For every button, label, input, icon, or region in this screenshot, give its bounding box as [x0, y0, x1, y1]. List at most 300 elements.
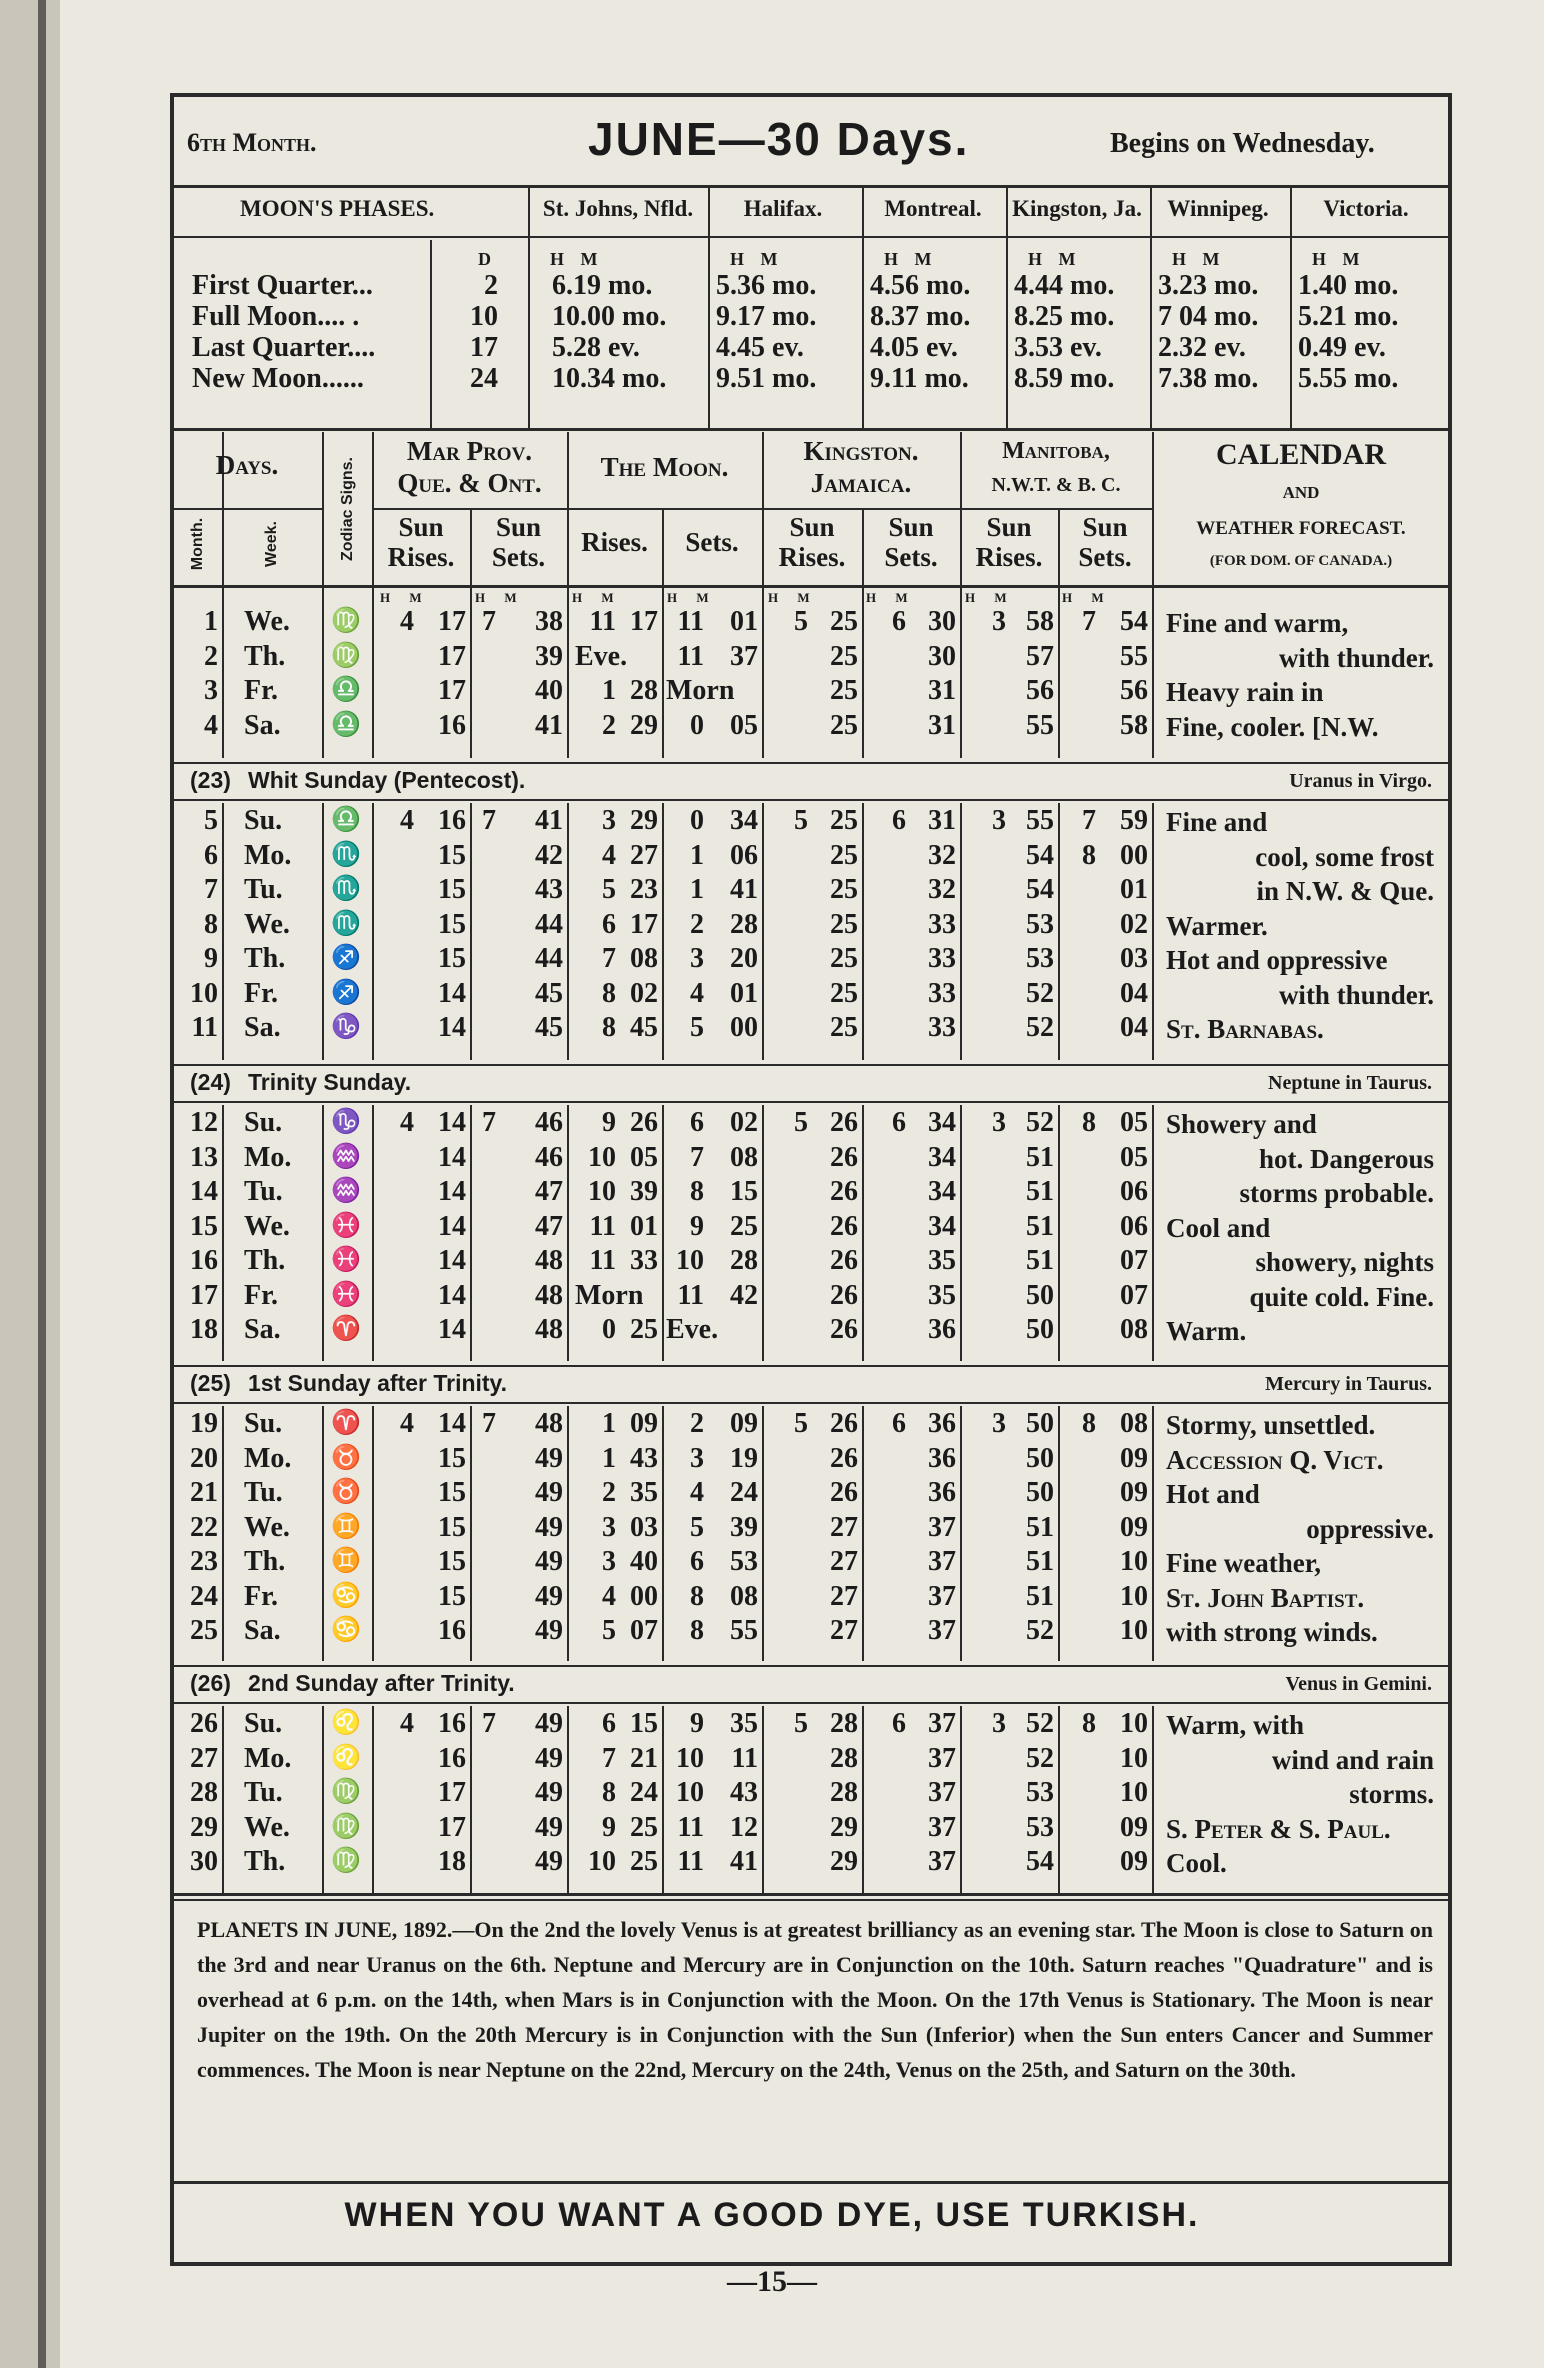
kingston-rise-min: 26	[830, 1245, 858, 1276]
day-number: 17	[190, 1279, 218, 1311]
zodiac-sign: ♌	[331, 1744, 361, 1771]
zodiac-sign: ♓	[331, 1247, 361, 1273]
row-rule	[372, 508, 1152, 510]
manitoba-rise-hour: 3	[992, 805, 1006, 836]
manitoba-set-min: 03	[1120, 943, 1148, 974]
manitoba-rise-min: 55	[1026, 709, 1054, 741]
phase-name: First Quarter...	[192, 270, 373, 301]
sun-set-min: 49	[535, 1511, 563, 1543]
sun-rise-min: 14	[438, 1210, 466, 1242]
manitoba-rise-min: 54	[1026, 874, 1054, 905]
column-rule	[470, 1105, 472, 1361]
kingston-rise-min: 25	[830, 908, 858, 940]
manitoba-set-min: 01	[1120, 874, 1148, 905]
column-rule	[430, 240, 432, 428]
zodiac-sign: ♍	[331, 608, 361, 634]
moon-rise-min: 17	[630, 606, 658, 637]
sub-header: Sets.	[491, 542, 546, 572]
kingston-set-min: 31	[928, 675, 956, 706]
phase-time: 5.21 mo.	[1298, 301, 1399, 332]
day-number: 9	[204, 943, 218, 974]
city-header: Montreal.	[884, 196, 982, 221]
moon-rise-hour: 11	[589, 1210, 616, 1242]
weather-forecast: quite cold. Fine.	[1249, 1281, 1434, 1312]
moon-rise-min: 08	[630, 943, 658, 974]
weekday: Mo.	[244, 1442, 292, 1474]
kingston-set-min: 36	[928, 1314, 956, 1345]
kingston-set-min: 33	[928, 908, 956, 940]
sun-rise-min: 18	[438, 1846, 466, 1877]
day-number: 30	[190, 1846, 218, 1877]
weather-forecast: with strong winds.	[1166, 1617, 1378, 1647]
manitoba-set-min: 07	[1120, 1245, 1148, 1276]
kingston-set-min: 37	[928, 1811, 956, 1843]
weekday: Su.	[244, 1408, 283, 1439]
kingston-rise-hour: 5	[794, 1107, 808, 1138]
phase-time: 8.59 mo.	[1014, 363, 1115, 394]
moon-set-hour: 5	[690, 1012, 704, 1043]
column-rule	[762, 1406, 764, 1661]
moon-rise-min: 01	[630, 1210, 658, 1242]
sun-rise-hour: 4	[400, 1708, 414, 1739]
manitoba-set-hour: 8	[1082, 1708, 1096, 1739]
sun-set-min: 49	[535, 1546, 563, 1577]
moon-set-min: 05	[730, 709, 758, 741]
days-header: Days.	[215, 450, 279, 480]
moon-set-hour: 2	[690, 908, 704, 940]
manitoba-set-min: 05	[1120, 1107, 1148, 1138]
moon-rise-hour: 10	[588, 1141, 616, 1173]
zodiac-sign: ♒	[331, 1178, 361, 1204]
moon-rise-hour: 8	[602, 977, 616, 1009]
moon-set-hour: 5	[690, 1511, 704, 1543]
column-rule	[1058, 1406, 1060, 1661]
manitoba-rise-min: 52	[1026, 1615, 1054, 1646]
moon-rise-min: 03	[630, 1511, 658, 1543]
day-number: 23	[190, 1546, 218, 1577]
manitoba-set-min: 06	[1120, 1176, 1148, 1207]
moon-rise-hour: 8	[602, 1012, 616, 1043]
calendar-header: WEATHER FORECAST.	[1196, 518, 1406, 539]
moon-rise-hour: 0	[602, 1314, 616, 1345]
phase-time: 7.38 mo.	[1158, 363, 1259, 394]
day-number: 11	[191, 1012, 218, 1043]
kingston-set-hour: 6	[892, 1708, 906, 1739]
column-rule	[708, 188, 710, 428]
moon-rise-word: Eve.	[575, 640, 628, 672]
manitoba-set-min: 04	[1120, 1012, 1148, 1043]
manitoba-rise-min: 51	[1026, 1511, 1054, 1543]
sun-set-min: 49	[535, 1477, 563, 1508]
zodiac-sign: ♎	[331, 807, 361, 833]
hm-label: H M	[572, 590, 622, 605]
column-rule	[222, 1706, 224, 1893]
phase-time: 9.11 mo.	[870, 363, 969, 394]
phase-time: 6.19 mo.	[552, 270, 653, 301]
moon-rise-hour: 1	[602, 1442, 616, 1474]
manitoba-set-min: 59	[1120, 805, 1148, 836]
day-number: 5	[204, 805, 218, 836]
weekday: Th.	[244, 1245, 286, 1276]
manitoba-set-hour: 7	[1082, 805, 1096, 836]
sub-header: Sun	[789, 512, 835, 542]
weekday: Tu.	[244, 1477, 283, 1508]
moon-rise-min: 21	[630, 1742, 658, 1774]
moon-set-hour: 10	[676, 1245, 704, 1276]
row-rule	[172, 1402, 1450, 1404]
hm-label: H M	[884, 249, 938, 269]
column-rule	[372, 1706, 374, 1893]
zodiac-sign: ♓	[331, 1212, 361, 1239]
phase-time: 2.32 ev.	[1158, 332, 1246, 363]
manitoba-set-min: 04	[1120, 977, 1148, 1009]
hm-label: H M	[475, 590, 525, 605]
kingston-set-hour: 6	[892, 805, 906, 836]
manitoba-set-min: 08	[1120, 1408, 1148, 1439]
sub-header: Sun	[398, 512, 444, 542]
row-rule	[172, 1893, 1450, 1896]
weekday: Tu.	[244, 1176, 283, 1207]
sun-set-hour: 7	[482, 1708, 496, 1739]
kingston-set-min: 33	[928, 977, 956, 1009]
sunday-number: (23)	[190, 767, 231, 793]
day-number: 25	[190, 1615, 218, 1646]
column-rule	[1150, 188, 1152, 428]
moon-rise-hour: 8	[602, 1777, 616, 1808]
month-header: Month.	[189, 517, 206, 571]
sun-rise-min: 14	[438, 977, 466, 1009]
sub-header: Sets.	[1078, 542, 1132, 572]
sub-header: Rises.	[581, 527, 648, 557]
column-rule	[470, 1406, 472, 1661]
moon-rise-min: 00	[630, 1580, 658, 1612]
moon-set-min: 35	[730, 1708, 758, 1739]
moon-set-min: 25	[730, 1210, 758, 1242]
kingston-rise-min: 26	[830, 1141, 858, 1173]
kingston-set-min: 37	[928, 1708, 956, 1739]
weather-forecast: cool, some frost	[1255, 841, 1434, 872]
zodiac-sign: ♉	[331, 1479, 361, 1505]
moon-set-min: 37	[730, 640, 758, 672]
weather-forecast: with thunder.	[1278, 979, 1434, 1010]
manitoba-rise-min: 51	[1026, 1176, 1054, 1207]
mar-prov-header: Mar Prov.	[406, 436, 533, 466]
column-rule	[862, 803, 864, 1060]
sun-rise-min: 15	[438, 908, 466, 940]
zodiac-sign: ♊	[331, 1513, 361, 1540]
manitoba-set-min: 10	[1120, 1742, 1148, 1774]
moon-set-hour: 2	[690, 1408, 704, 1439]
kingston-set-min: 34	[928, 1141, 956, 1173]
moon-set-hour: 8	[690, 1176, 704, 1207]
weather-forecast: in N.W. & Que.	[1256, 876, 1434, 906]
kingston-set-min: 37	[928, 1511, 956, 1543]
kingston-rise-min: 25	[830, 709, 858, 741]
planet-note: Neptune in Taurus.	[1268, 1072, 1432, 1094]
sun-rise-min: 17	[438, 606, 466, 637]
sub-header: Sets.	[884, 542, 938, 572]
moon-set-min: 08	[730, 1141, 758, 1173]
manitoba-rise-min: 51	[1026, 1546, 1054, 1577]
kingston-set-min: 34	[928, 1176, 956, 1207]
sun-rise-min: 14	[438, 1245, 466, 1276]
column-rule	[1006, 188, 1008, 428]
weekday: Su.	[244, 805, 283, 836]
moon-set-min: 28	[730, 908, 758, 940]
sun-rise-min: 14	[438, 1012, 466, 1043]
sun-set-min: 47	[535, 1176, 563, 1207]
sun-rise-min: 14	[438, 1408, 466, 1439]
moon-set-min: 55	[730, 1615, 758, 1646]
manitoba-rise-min: 51	[1026, 1210, 1054, 1242]
manitoba-set-min: 10	[1120, 1777, 1148, 1808]
moon-rise-hour: 2	[602, 1477, 616, 1508]
zodiac-header: Zodiac Signs.	[339, 457, 356, 562]
hm-label: H M	[667, 590, 717, 605]
sun-set-hour: 7	[482, 1107, 496, 1138]
day-number: 12	[190, 1107, 218, 1138]
kingston-header: Kingston.	[803, 436, 919, 466]
weather-forecast: Warmer.	[1166, 910, 1268, 941]
phase-time: 9.17 mo.	[716, 301, 817, 332]
manitoba-rise-min: 54	[1026, 839, 1054, 871]
day-number: 2	[204, 640, 218, 672]
weekday: Su.	[244, 1708, 283, 1739]
moon-rise-hour: 3	[602, 1546, 616, 1577]
sun-set-min: 49	[535, 1811, 563, 1843]
sun-set-hour: 7	[482, 606, 496, 637]
zodiac-sign: ♏	[331, 910, 361, 937]
phase-time: 5.55 mo.	[1298, 363, 1399, 394]
rule	[172, 428, 1450, 431]
sun-rise-min: 15	[438, 1477, 466, 1508]
sub-header: Sun	[986, 512, 1032, 542]
weather-forecast: Cool and	[1166, 1212, 1271, 1243]
sun-rise-min: 15	[438, 1580, 466, 1612]
sun-set-min: 38	[535, 606, 563, 637]
weather-forecast: Accession Q. Vict.	[1166, 1444, 1384, 1475]
weekday: We.	[244, 1811, 290, 1843]
moon-rise-hour: 9	[602, 1107, 616, 1138]
phase-time: 8.37 mo.	[870, 301, 971, 332]
day-number: 13	[190, 1141, 218, 1173]
phase-time: 5.36 mo.	[716, 270, 817, 301]
day-number: 18	[190, 1314, 218, 1345]
day-number: 26	[190, 1708, 218, 1739]
moon-set-hour: 3	[690, 943, 704, 974]
sun-set-min: 41	[535, 709, 563, 741]
row-rule	[172, 762, 1450, 764]
manitoba-set-min: 10	[1120, 1580, 1148, 1612]
manitoba-rise-min: 51	[1026, 1245, 1054, 1276]
moon-set-hour: 3	[690, 1442, 704, 1474]
manitoba-rise-min: 50	[1026, 1314, 1054, 1345]
sunday-name: 2nd Sunday after Trinity.	[248, 1670, 515, 1696]
kingston-rise-min: 25	[830, 675, 858, 706]
binding-edge	[0, 0, 60, 2368]
moon-set-hour: 11	[677, 1279, 704, 1311]
manitoba-rise-min: 52	[1026, 1107, 1054, 1138]
row-rule	[172, 508, 322, 510]
moon-set-min: 06	[730, 839, 758, 871]
row-rule	[172, 1702, 1450, 1704]
sun-set-min: 43	[535, 874, 563, 905]
moon-set-min: 00	[730, 1012, 758, 1043]
sun-rise-min: 15	[438, 1442, 466, 1474]
weekday: Tu.	[244, 1777, 283, 1808]
column-rule	[1290, 188, 1292, 428]
kingston-rise-min: 25	[830, 943, 858, 974]
zodiac-sign: ♎	[331, 711, 361, 738]
sun-set-min: 49	[535, 1777, 563, 1808]
sun-rise-min: 15	[438, 943, 466, 974]
sun-set-min: 49	[535, 1580, 563, 1612]
hm-label: H M	[1312, 249, 1366, 269]
manitoba-set-min: 09	[1120, 1511, 1148, 1543]
manitoba-set-min: 09	[1120, 1811, 1148, 1843]
moon-set-hour: 1	[690, 839, 704, 871]
phase-time: 10.34 mo.	[552, 363, 667, 394]
moon-rise-min: 29	[630, 805, 658, 836]
moon-set-min: 41	[730, 874, 758, 905]
moon-set-min: 42	[730, 1279, 758, 1311]
weather-forecast: Fine and warm,	[1166, 608, 1349, 638]
moon-rise-hour: 3	[602, 1511, 616, 1543]
manitoba-set-min: 00	[1120, 839, 1148, 871]
column-rule	[1058, 1105, 1060, 1361]
phase-time: 8.25 mo.	[1014, 301, 1115, 332]
kingston-set-min: 37	[928, 1742, 956, 1774]
weather-forecast: with thunder.	[1278, 642, 1434, 673]
moon-set-min: 01	[730, 977, 758, 1009]
hm-label: H M	[1062, 590, 1112, 605]
zodiac-sign: ♓	[331, 1281, 361, 1308]
kingston-rise-min: 26	[830, 1442, 858, 1474]
kingston-rise-min: 29	[830, 1811, 858, 1843]
zodiac-sign: ♉	[331, 1444, 361, 1471]
column-rule	[372, 1406, 374, 1661]
day-number: 15	[190, 1210, 218, 1242]
zodiac-sign: ♍	[331, 1813, 361, 1840]
sub-header: Sets.	[685, 527, 739, 557]
weather-forecast: Fine, cooler. [N.W.	[1166, 711, 1379, 742]
sun-rise-min: 15	[438, 874, 466, 905]
kingston-set-min: 30	[928, 640, 956, 672]
phase-name: Last Quarter....	[192, 332, 376, 363]
manitoba-rise-hour: 3	[992, 1708, 1006, 1739]
weekday: Tu.	[244, 874, 283, 905]
sun-rise-min: 15	[438, 1511, 466, 1543]
weather-forecast: Fine and	[1166, 807, 1268, 837]
kingston-rise-hour: 5	[794, 805, 808, 836]
sunday-name: 1st Sunday after Trinity.	[248, 1370, 508, 1396]
column-rule	[372, 803, 374, 1060]
manitoba-set-min: 55	[1120, 640, 1148, 672]
manitoba-set-min: 07	[1120, 1279, 1148, 1311]
manitoba-rise-min: 53	[1026, 908, 1054, 940]
moon-set-min: 34	[730, 805, 758, 836]
kingston-rise-hour: 5	[794, 1408, 808, 1439]
moon-rise-hour: 6	[602, 1708, 616, 1739]
sun-rise-hour: 4	[400, 1107, 414, 1138]
phase-time: 0.49 ev.	[1298, 332, 1386, 363]
kingston-set-hour: 6	[892, 606, 906, 637]
kingston-rise-min: 26	[830, 1314, 858, 1345]
column-rule	[862, 188, 864, 428]
manitoba-rise-min: 50	[1026, 1442, 1054, 1474]
kingston-rise-hour: 5	[794, 1708, 808, 1739]
hm-label: H M	[768, 590, 818, 605]
sun-set-hour: 7	[482, 805, 496, 836]
phase-name: Full Moon.... .	[192, 301, 360, 332]
day-number: 1	[204, 606, 218, 637]
column-rule	[372, 1105, 374, 1361]
column-rule	[222, 1406, 224, 1661]
kingston-set-min: 36	[928, 1442, 956, 1474]
manitoba-rise-min: 53	[1026, 1777, 1054, 1808]
kingston-rise-min: 27	[830, 1580, 858, 1612]
row-rule	[172, 1101, 1450, 1103]
moon-rise-hour: 7	[602, 1742, 616, 1774]
kingston-set-min: 31	[928, 805, 956, 836]
kingston-rise-min: 26	[830, 1176, 858, 1207]
kingston-set-min: 37	[928, 1546, 956, 1577]
column-rule	[222, 1105, 224, 1361]
sun-set-min: 42	[535, 839, 563, 871]
row-rule	[172, 1899, 1450, 1901]
kingston-set-min: 34	[928, 1210, 956, 1242]
column-rule	[1152, 1406, 1154, 1661]
weather-forecast: oppressive.	[1306, 1513, 1434, 1544]
phases-label: MOON'S PHASES.	[240, 196, 435, 221]
moon-rise-min: 25	[630, 1846, 658, 1877]
moon-set-min: 19	[730, 1442, 758, 1474]
weekday: Sa.	[244, 1012, 281, 1043]
manitoba-set-min: 54	[1120, 606, 1148, 637]
row-rule	[172, 799, 1450, 801]
sun-set-min: 39	[535, 640, 563, 672]
moon-set-min: 11	[731, 1742, 758, 1774]
moon-rise-hour: 4	[602, 839, 616, 871]
manitoba-rise-min: 52	[1026, 1742, 1054, 1774]
moon-rise-min: 35	[630, 1477, 658, 1508]
kingston-set-hour: 6	[892, 1107, 906, 1138]
moon-rise-hour: 6	[602, 908, 616, 940]
kingston-set-min: 35	[928, 1245, 956, 1276]
sun-set-min: 46	[535, 1141, 563, 1173]
zodiac-sign: ♋	[331, 1582, 361, 1609]
weather-forecast: storms.	[1349, 1779, 1434, 1809]
sun-rise-min: 14	[438, 1314, 466, 1345]
kingston-rise-min: 26	[830, 1408, 858, 1439]
page-title: JUNE—30 Days.	[588, 113, 970, 165]
moon-set-hour: 11	[677, 1846, 704, 1877]
weekday: Th.	[244, 943, 286, 974]
phase-day: 10	[470, 301, 498, 332]
moon-rise-min: 43	[630, 1442, 658, 1474]
row-rule	[172, 1665, 1450, 1667]
moon-rise-min: 25	[630, 1811, 658, 1843]
week-header: Week.	[263, 521, 280, 567]
weekday: We.	[244, 1210, 290, 1242]
moon-set-min: 02	[730, 1107, 758, 1138]
moon-set-hour: 4	[690, 1477, 704, 1508]
weather-forecast: showery, nights	[1255, 1247, 1434, 1277]
sun-set-min: 49	[535, 1615, 563, 1646]
moon-set-hour: 10	[676, 1777, 704, 1808]
manitoba-rise-min: 52	[1026, 1708, 1054, 1739]
moon-set-hour: 8	[690, 1580, 704, 1612]
